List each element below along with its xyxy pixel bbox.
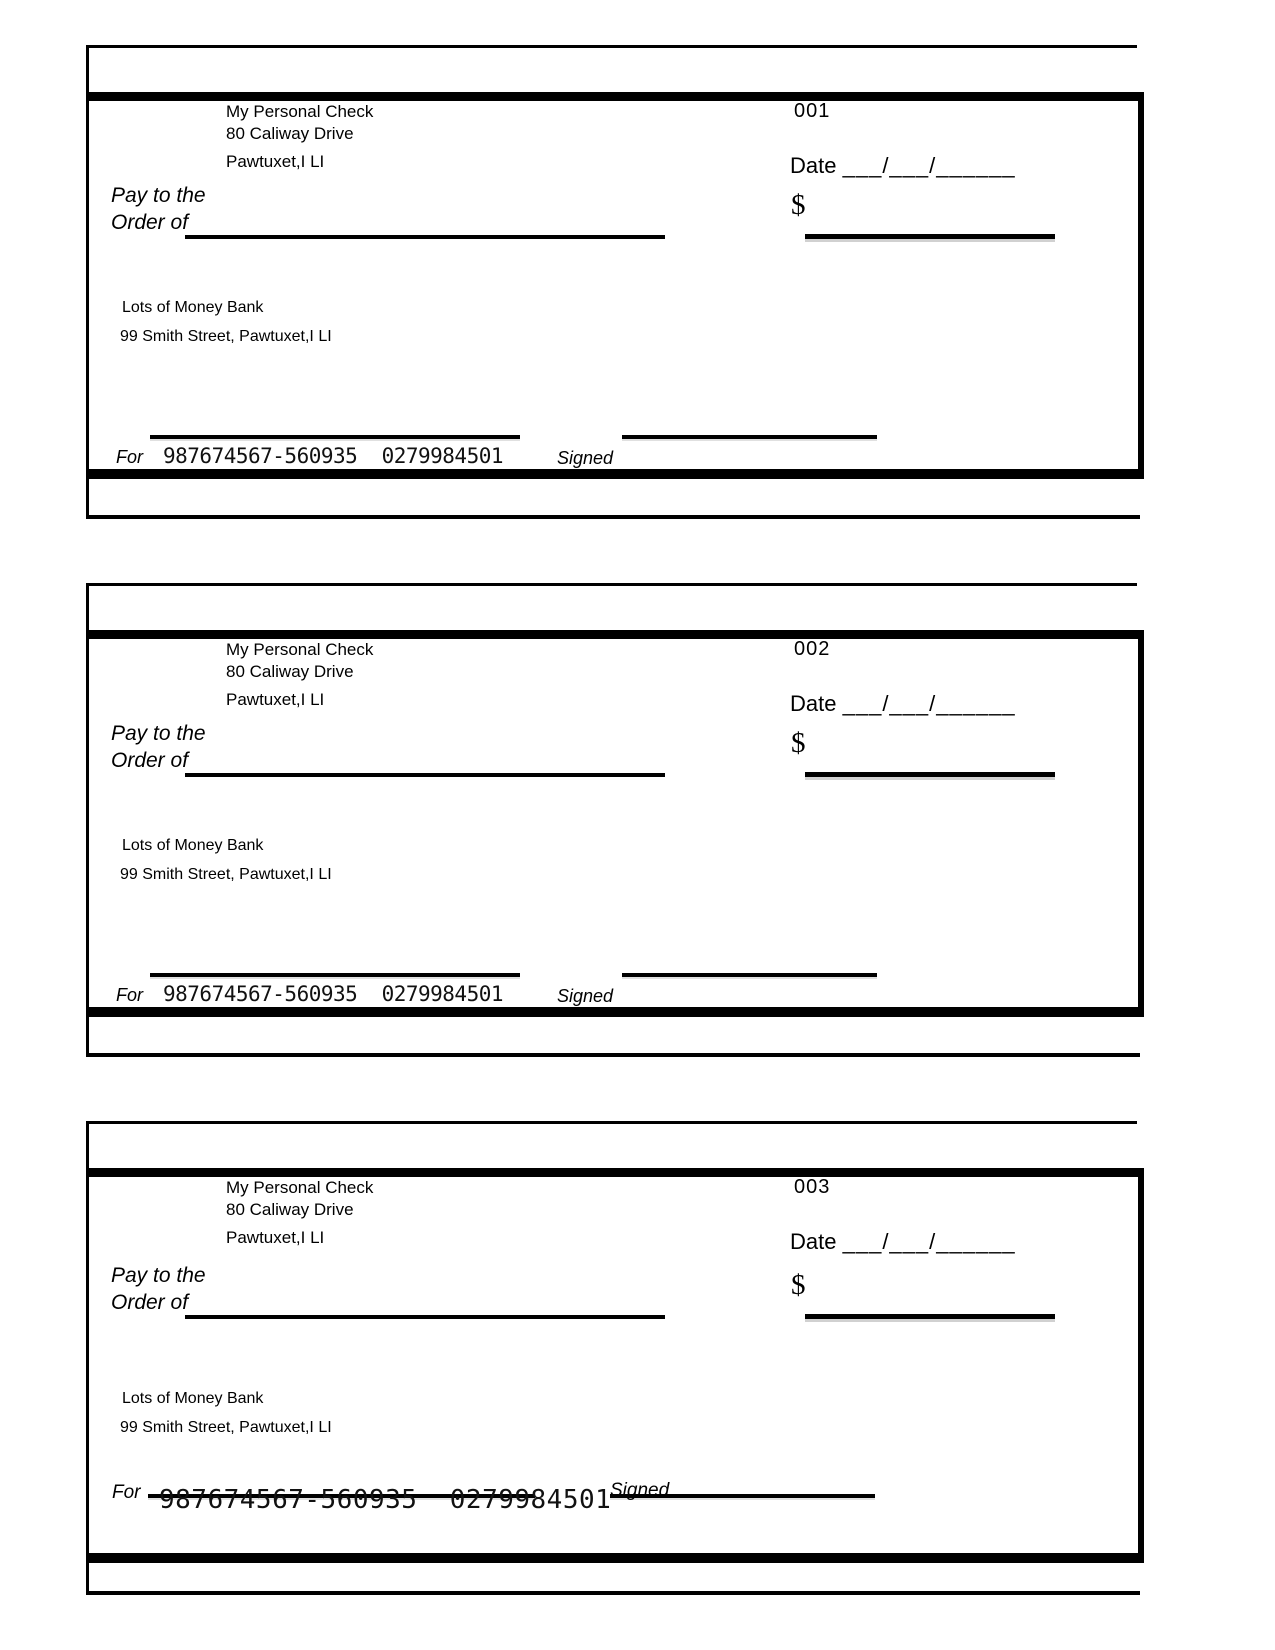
payee-blank-line[interactable] xyxy=(185,773,665,777)
signature-blank-line[interactable] xyxy=(622,973,877,977)
signature-blank-line[interactable] xyxy=(622,435,877,439)
pay-to-the-label: Pay to the xyxy=(111,184,206,207)
bottom-divider-line xyxy=(86,1591,1140,1595)
check-border-right xyxy=(1138,92,1144,479)
payer-address-2: Pawtuxet,I LI xyxy=(226,1228,325,1247)
pay-to-the-label: Pay to the xyxy=(111,1264,206,1287)
payer-name: My Personal Check xyxy=(226,1178,374,1197)
pay-to-the-label: Pay to the xyxy=(111,722,206,745)
check-border-left xyxy=(86,45,89,519)
bottom-divider-line xyxy=(86,515,1140,519)
payer-address-1: 80 Caliway Drive xyxy=(226,662,354,681)
micr-numbers: 987674567-560935 0279984501 xyxy=(163,444,504,468)
top-divider-line xyxy=(86,583,1137,586)
date-row xyxy=(790,153,1016,179)
check-border-bottom xyxy=(86,469,1144,479)
payer-address-1: 80 Caliway Drive xyxy=(226,124,354,143)
check-border-bottom xyxy=(86,1553,1144,1563)
signed-label: Signed xyxy=(557,986,614,1006)
bottom-divider-line xyxy=(86,1053,1140,1057)
amount-blank-line[interactable] xyxy=(805,234,1055,239)
check-border-left xyxy=(86,583,89,1057)
check-border-bottom xyxy=(86,1007,1144,1017)
amount-blank-line[interactable] xyxy=(805,772,1055,777)
check-number: 001 xyxy=(794,100,831,122)
check-border-top xyxy=(86,630,1144,639)
dollar-sign: $ xyxy=(791,727,806,759)
amount-blank-line[interactable] xyxy=(805,1314,1055,1319)
check-number: 002 xyxy=(794,638,831,660)
dollar-sign: $ xyxy=(791,1269,806,1301)
payee-blank-line[interactable] xyxy=(185,235,665,239)
check-border-left xyxy=(86,1121,89,1595)
payer-address-2: Pawtuxet,I LI xyxy=(226,690,325,709)
micr-numbers: 987674567-560935 0279984501 xyxy=(163,982,504,1006)
signed-label: Signed xyxy=(610,1480,670,1501)
check-border-top xyxy=(86,1168,1144,1177)
date-label: Date xyxy=(790,1229,837,1254)
for-label: For xyxy=(116,985,143,1005)
bank-address: 99 Smith Street, Pawtuxet,I LI xyxy=(120,866,332,883)
bank-name: Lots of Money Bank xyxy=(122,299,264,316)
bank-address: 99 Smith Street, Pawtuxet,I LI xyxy=(120,328,332,345)
date-blank-field[interactable]: ___/___/______ xyxy=(842,1229,1016,1254)
memo-blank-line[interactable] xyxy=(150,973,520,977)
order-of-label: Order of xyxy=(111,211,189,234)
for-label: For xyxy=(116,447,143,467)
order-of-label: Order of xyxy=(111,1291,189,1314)
date-row xyxy=(790,1229,1016,1255)
bank-address: 99 Smith Street, Pawtuxet,I LI xyxy=(120,1419,332,1436)
date-blank-field[interactable]: ___/___/______ xyxy=(842,691,1016,716)
payer-name: My Personal Check xyxy=(226,640,374,659)
bank-name: Lots of Money Bank xyxy=(122,1390,264,1407)
check-border-top xyxy=(86,92,1144,101)
top-divider-line xyxy=(86,45,1137,48)
check-003 xyxy=(0,1121,1275,1596)
order-of-label: Order of xyxy=(111,749,189,772)
payer-name: My Personal Check xyxy=(226,102,374,121)
memo-blank-line[interactable] xyxy=(150,435,520,439)
payee-blank-line[interactable] xyxy=(185,1315,665,1319)
payer-address-1: 80 Caliway Drive xyxy=(226,1200,354,1219)
top-divider-line xyxy=(86,1121,1137,1124)
signed-label: Signed xyxy=(557,448,614,468)
bank-name: Lots of Money Bank xyxy=(122,837,264,854)
check-border-right xyxy=(1138,630,1144,1017)
check-002 xyxy=(0,583,1275,1058)
check-border-right xyxy=(1138,1168,1144,1563)
date-row xyxy=(790,691,1016,717)
date-label: Date xyxy=(790,153,837,178)
check-number: 003 xyxy=(794,1176,831,1198)
dollar-sign: $ xyxy=(791,189,806,221)
date-blank-field[interactable]: ___/___/______ xyxy=(842,153,1016,178)
date-label: Date xyxy=(790,691,837,716)
micr-numbers: 987674567-560935 0279984501 xyxy=(159,1485,612,1515)
payer-address-2: Pawtuxet,I LI xyxy=(226,152,325,171)
check-001 xyxy=(0,45,1275,520)
for-label: For xyxy=(112,1482,141,1503)
